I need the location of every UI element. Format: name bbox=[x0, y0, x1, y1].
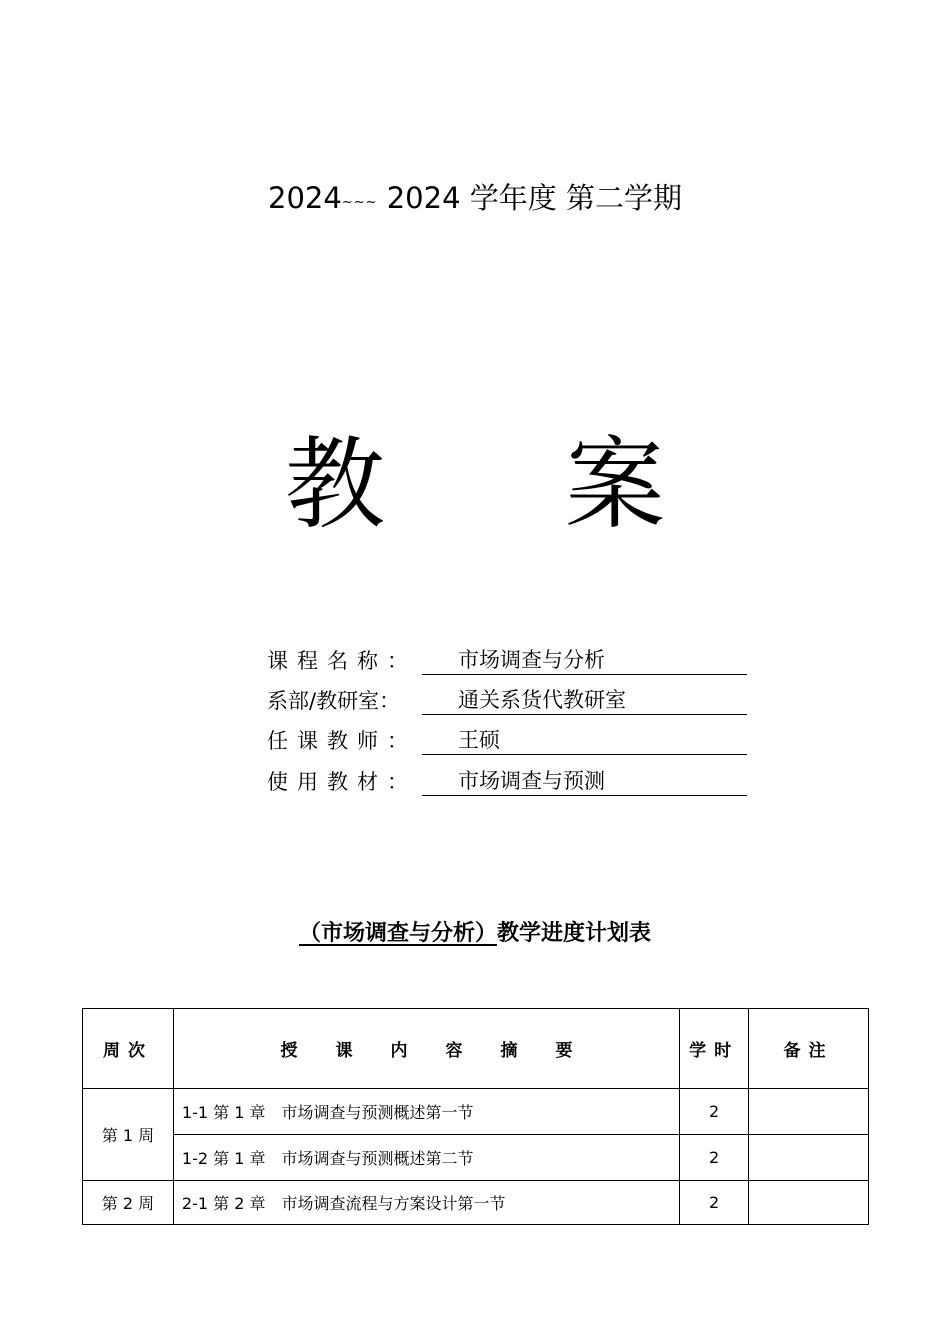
term-suffix: 学年度 第二学期 bbox=[469, 181, 682, 215]
table-header-row bbox=[83, 1009, 869, 1089]
week-cell: 第 2 周 bbox=[83, 1181, 174, 1225]
year-start: 2024 bbox=[268, 181, 342, 215]
info-value: 王硕 bbox=[422, 726, 747, 755]
info-value: 通关系货代教研室 bbox=[422, 686, 747, 715]
info-label: 使用教材： bbox=[267, 770, 417, 794]
schedule-table bbox=[82, 1008, 869, 1225]
content-cell: 2-1 第 2 章 市场调查流程与方案设计第一节 bbox=[173, 1181, 679, 1225]
remarks-cell bbox=[749, 1135, 869, 1181]
cover-title-char-2: 案 bbox=[565, 426, 665, 543]
info-row-department bbox=[267, 683, 747, 715]
info-label: 系部/教研室： bbox=[267, 689, 401, 713]
header-remarks: 备注 bbox=[749, 1009, 869, 1089]
content-cell: 1-1 第 1 章 市场调查与预测概述第一节 bbox=[173, 1089, 679, 1135]
table-row bbox=[83, 1089, 869, 1135]
info-value: 市场调查与预测 bbox=[422, 767, 747, 796]
plan-title bbox=[0, 917, 950, 951]
info-value: 市场调查与分析 bbox=[422, 646, 747, 675]
header-hours: 学时 bbox=[680, 1009, 749, 1089]
week-cell: 第 1 周 bbox=[83, 1089, 174, 1181]
cover-title-char-1: 教 bbox=[285, 426, 385, 543]
remarks-cell bbox=[749, 1181, 869, 1225]
table-row bbox=[83, 1181, 869, 1225]
hours-cell: 2 bbox=[680, 1089, 749, 1135]
table-row bbox=[83, 1135, 869, 1181]
content-cell: 1-2 第 1 章 市场调查与预测概述第二节 bbox=[173, 1135, 679, 1181]
info-row-teacher bbox=[267, 723, 747, 755]
info-row-textbook bbox=[267, 764, 747, 796]
hours-cell: 2 bbox=[680, 1135, 749, 1181]
remarks-cell bbox=[749, 1089, 869, 1135]
hours-cell: 2 bbox=[680, 1181, 749, 1225]
term-heading bbox=[0, 178, 950, 223]
plan-title-course: （市场调查与分析） bbox=[298, 921, 497, 946]
year-separator: ~~~ bbox=[341, 195, 378, 210]
info-row-course bbox=[267, 643, 747, 675]
info-label: 任课教师： bbox=[267, 729, 417, 753]
header-content: 授课内容摘要 bbox=[173, 1009, 679, 1089]
plan-title-rest: 教学进度计划表 bbox=[497, 921, 652, 946]
year-end: 2024 bbox=[386, 181, 461, 215]
header-week: 周次 bbox=[83, 1009, 174, 1089]
info-label: 课程名称： bbox=[267, 649, 417, 673]
